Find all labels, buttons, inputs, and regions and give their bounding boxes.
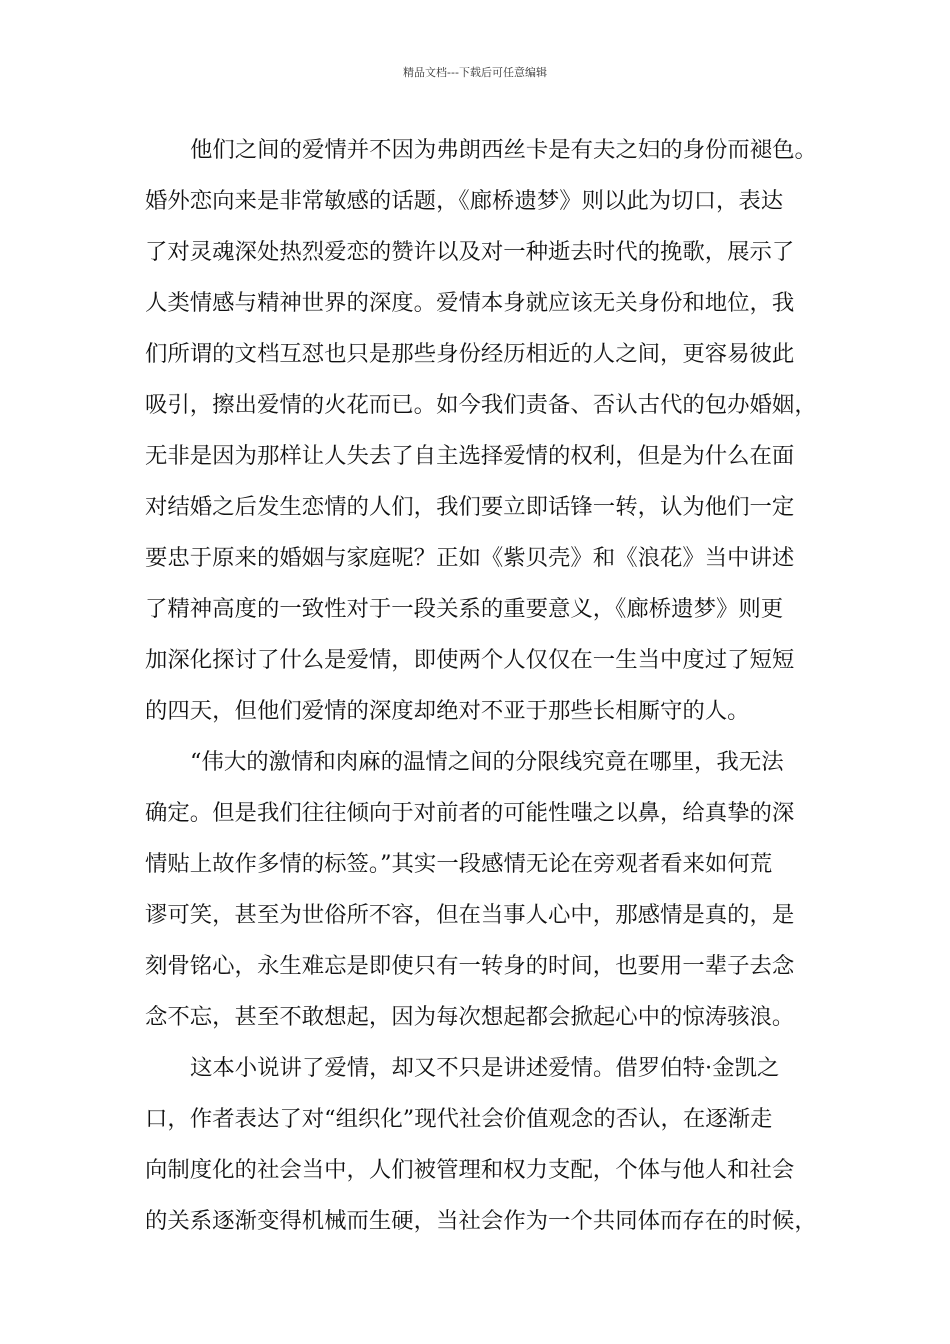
text-line: 向制度化的社会当中，人们被管理和权力支配，个体与他人和社会 [145, 1157, 795, 1183]
text-line: 这本小说讲了爱情，却又不只是讲述爱情。借罗伯特·金凯之 [190, 1055, 780, 1081]
text-line: 念不忘，甚至不敢想起，因为每次想起都会掀起心中的惊涛骇浪。 [145, 1004, 795, 1030]
text-line: 的关系逐渐变得机械而生硬，当社会作为一个共同体而存在的时候， [145, 1208, 817, 1234]
text-line: 人类情感与精神世界的深度。爱情本身就应该无关身份和地位，我 [145, 290, 795, 316]
text-line: 了对灵魂深处热烈爱恋的赞许以及对一种逝去时代的挽歌，展示了 [145, 239, 795, 265]
text-line: 情贴上故作多情的标签。”其实一段感情无论在旁观者看来如何荒 [145, 851, 773, 877]
text-line: 确定。但是我们往往倾向于对前者的可能性嗤之以鼻，给真挚的深 [145, 800, 795, 826]
text-line: 无非是因为那样让人失去了自主选择爱情的权利，但是为什么在面 [145, 443, 795, 469]
text-line: 口，作者表达了对“组织化”现代社会价值观念的否认，在逐渐走 [145, 1106, 773, 1132]
text-line: 谬可笑，甚至为世俗所不容，但在当事人心中，那感情是真的，是 [145, 902, 795, 928]
paragraph-1 [145, 130, 817, 742]
document-body [145, 130, 817, 1252]
paragraph-3 [145, 1048, 817, 1252]
text-line: 要忠于原来的婚姻与家庭呢？正如《紫贝壳》和《浪花》当中讲述 [145, 545, 795, 571]
paragraph-2 [145, 742, 810, 1048]
text-line: 刻骨铭心，永生难忘是即使只有一转身的时间，也要用一辈子去念 [145, 953, 795, 979]
text-line: 的四天，但他们爱情的深度却绝对不亚于那些长相厮守的人。 [145, 698, 750, 724]
text-line: 们所谓的文档互怼也只是那些身份经历相近的人之间，更容易彼此 [145, 341, 795, 367]
text-line: 对结婚之后发生恋情的人们，我们要立即话锋一转，认为他们一定 [145, 494, 795, 520]
text-line: 加深化探讨了什么是爱情，即使两个人仅仅在一生当中度过了短短 [145, 647, 795, 673]
text-line: 他们之间的爱情并不因为弗朗西丝卡是有夫之妇的身份而褪色。 [190, 137, 817, 163]
text-line: 婚外恋向来是非常敏感的话题，《廊桥遗梦》则以此为切口，表达 [145, 188, 784, 214]
page-header: 精品文档---下载后可任意编辑 [403, 66, 547, 79]
text-line: 了精神高度的一致性对于一段关系的重要意义，《廊桥遗梦》则更 [145, 596, 784, 622]
text-line: “伟大的激情和肉麻的温情之间的分限线究竟在哪里，我无法 [190, 749, 784, 775]
text-line: 吸引，擦出爱情的火花而已。如今我们责备、否认古代的包办婚姻， [145, 392, 817, 418]
